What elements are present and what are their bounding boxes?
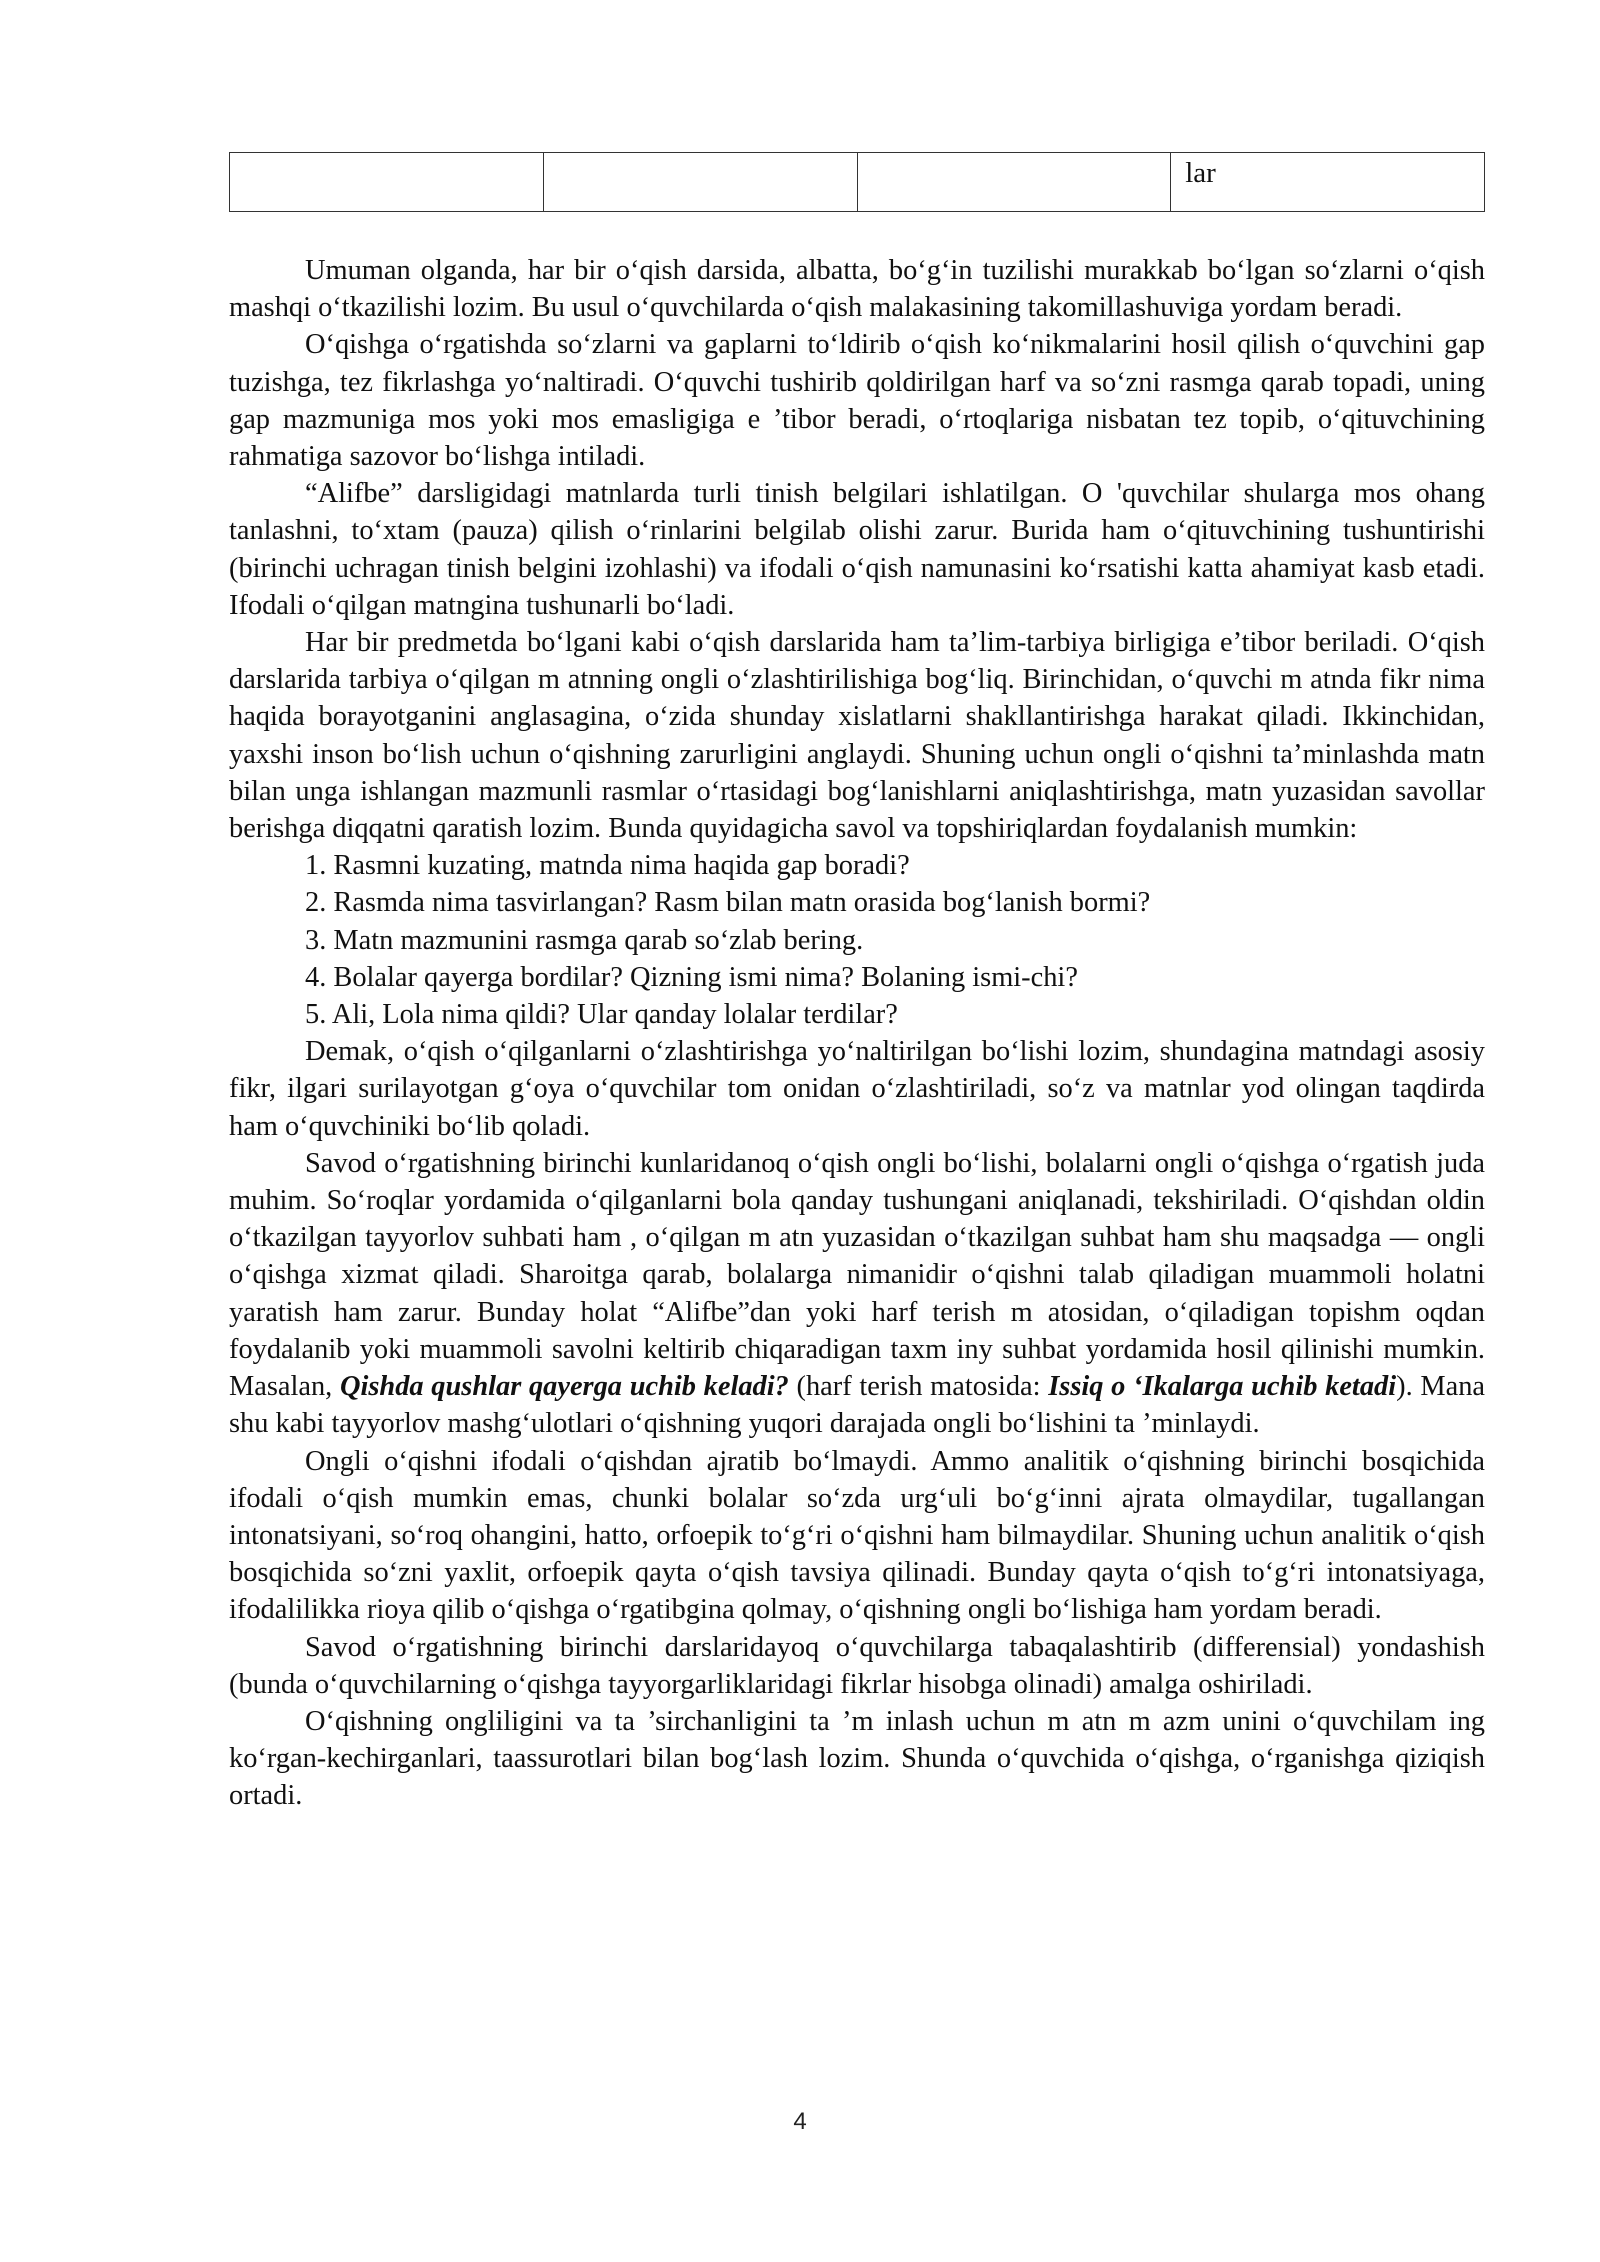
paragraph: Ongli o‘qishni ifodali o‘qishdan ajratib bo‘lmaydi. Ammo analitik o‘qishning birinchi bosqichida ifodali o‘qish mumkin emas, chunki bolalar so‘zda urg‘uli bo‘g‘inni ajrata olmaydilar, tugallangan intonatsiyani, so‘roq ohangini, hatto, orfoepik to‘g‘ri o‘qishni ham bilmaydilar. Shuning uchun analitik o‘qish bosqichida so‘zni yaxlit, orfoepik qayta o‘qish tavsiya qilinadi. Bunday qayta o‘qish to‘g‘ri intonatsiyaga, ifodalilikka rioya qilib o‘qishga o‘rgatibgina qolmay, o‘qishning ongli bo‘lishiga ham yordam beradi. — [229, 1445, 1485, 1626]
table-cell — [543, 153, 857, 212]
paragraph: O‘qishning ongliligini va ta ’sirchanligini ta ’m inlash uchun m atn m azm unini o‘quvchilam ing ko‘rgan-kechirganlari, taassurotlari bilan bog‘lash lozim. Shunda o‘quvchida o‘qishga, o‘rganishga qiziqish ortadi. — [229, 1705, 1485, 1812]
list-item: 5. Ali, Lola nima qildi? Ular qanday lolalar terdilar? — [305, 999, 898, 1031]
list-item: 3. Matn mazmunini rasmga qarab so‘zlab bering. — [305, 924, 864, 956]
body-text — [229, 252, 1485, 1815]
list-item: 2. Rasmda nima tasvirlangan? Rasm bilan matn orasida bog‘lanish bormi? — [305, 887, 1151, 919]
paragraph: Har bir predmetda bo‘lgani kabi o‘qish darslarida ham ta’lim-tarbiya birligiga e’tibor beriladi. O‘qish darslarida tarbiya o‘qilgan m atnning ongli o‘zlashtirilishiga bog‘liq. Birinchidan, o‘quvchi m atnda fikr nima haqida borayotganini anglasagina, o‘zida shunday xislatlarni shakllantirishga harakat qiladi. Ikkinchidan, yaxshi inson bo‘lish uchun o‘qishning zarurligini anglaydi. Shuning uchun ongli o‘qishni ta’minlashda matn bilan unga ishlangan mazmunli rasmlar o‘rtasidagi bog‘lanishlarni aniqlashtirishga, matn yuzasidan savollar berishga diqqatni qaratish lozim. Bunda quyidagicha savol va topshiriqlardan foydalanish mumkin: — [229, 627, 1485, 845]
table-cell — [857, 153, 1171, 212]
paragraph: Demak, o‘qish o‘qilganlarni o‘zlashtirishga yo‘naltirilgan bo‘lishi lozim, shundagina matndagi asosiy fikr, ilgari surilayotgan g‘oya o‘quvchilar tom onidan o‘zlashtiriladi, so‘z va matnlar yod olingan taqdirda ham o‘quvchiniki bo‘lib qoladi. — [229, 1036, 1485, 1142]
paragraph: O‘qishga o‘rgatishda so‘zlarni va gaplarni to‘ldirib o‘qish ko‘nikmalarini hosil qilish o‘quvchini gap tuzishga, tez fikrlashga yo‘naltiradi. O‘quvchi tushirib qoldirilgan harf va so‘zni rasmga qarab topadi, uning gap mazmuniga mos yoki mos emasligiga e ’tibor beradi, o‘rtoqlariga nisbatan tez topib, o‘qituvchining rahmatiga sazovor bo‘lishga intiladi. — [229, 329, 1485, 473]
table-cell — [230, 153, 544, 212]
bold-italic-answer: Issiq o ‘Ikalarga uchib ketadi — [1048, 1371, 1397, 1403]
table-row — [230, 153, 1485, 212]
bold-italic-question: Qishda qushlar qayerga uchib keladi? — [339, 1371, 789, 1403]
paragraph: “Alifbe” darsligidagi matnlarda turli tinish belgilari ishlatilgan. O 'quvchilar shularga mos ohang tanlashni, to‘xtam (pauza) qilish o‘rinlarini belgilab olishi zarur. Burida ham o‘qituvchining tushuntirishi (birinchi uchragan tinish belgini izohlashi) va ifodali o‘qish namunasini ko‘rsatishi katta ahamiyat kasb etadi. Ifodali o‘qilgan matngina tushunarli bo‘ladi. — [229, 478, 1485, 621]
page-number: 4 — [793, 2108, 807, 2135]
paragraph: Umuman olganda, har bir o‘qish darsida, albatta, bo‘g‘in tuzilishi murakkab bo‘lgan so‘zlarni o‘qish mashqi o‘tkazilishi lozim. Bu usul o‘quvchilarda o‘qish malakasining takomillashuviga yordam beradi. — [229, 255, 1485, 324]
paragraph-text: ). Mana shu kabi tayyorlov mashg‘ulotlari o‘qishning yuqori darajada ongli bo‘lishini ta ’minlaydi. — [229, 1371, 1486, 1440]
paragraph-text: (harf terish matosida: — [788, 1371, 1049, 1403]
document-page — [229, 152, 1485, 1815]
list-item: 4. Bolalar qayerga bordilar? Qizning ismi nima? Bolaning ismi-chi? — [305, 961, 1078, 993]
paragraph: Savod o‘rgatishning birinchi darslaridayoq o‘quvchilarga tabaqalashtirib (differensial) yondashish (bunda o‘quvchilarning o‘qishga tayyorgarliklaridagi fikrlar hisobga olinadi) amalga oshiriladi. — [229, 1631, 1485, 1700]
paragraph — [229, 1145, 1485, 1443]
table-fragment — [229, 152, 1485, 212]
list-item: 1. Rasmni kuzating, matnda nima haqida gap boradi? — [305, 850, 910, 882]
paragraph-text: Savod o‘rgatishning birinchi kunlaridanoq o‘qish ongli bo‘lishi, bolalarni ongli o‘qishga o‘rgatish juda muhim. So‘roqlar yordamida o‘qilganlarni bola qanday tushungani aniqlanadi, tekshiriladi. O‘qishdan oldin o‘tkazilgan tayyorlov suhbati ham , o‘qilgan m atn yuzasidan o‘tkazilgan suhbat ham shu maqsadga — ongli o‘qishga xizmat qiladi. Sharoitga qarab, bolalarga nimanidir o‘qishni talab qiladigan muammoli holatni yaratish ham zarur. Bunday holat “Alifbe”dan yoki harf terish m atosidan, o‘qiladigan topishm oqdan foydalanib yoki muammoli savolni keltirib chiqaradigan taxm iny suhbat yordamida hosil qilinishi mumkin. Masalan, — [229, 1147, 1485, 1403]
table-cell: lar — [1171, 153, 1485, 212]
